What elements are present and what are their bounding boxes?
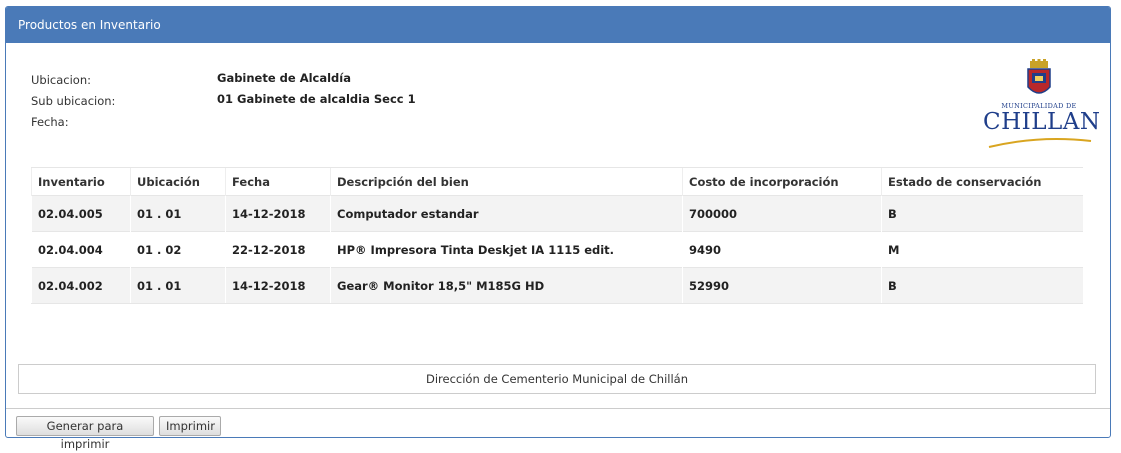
municipality-logo — [983, 59, 1101, 151]
fecha-label: Fecha: — [31, 115, 69, 129]
department-footer: Dirección de Cementerio Municipal de Chillán — [18, 364, 1096, 394]
cell-inventario: 02.04.002 — [32, 268, 131, 304]
button-bar-divider — [6, 408, 1110, 409]
cell-descripcion: Gear® Monitor 18,5" M185G HD — [331, 268, 683, 304]
col-ubicacion: Ubicación — [131, 168, 226, 196]
col-costo: Costo de incorporación — [683, 168, 882, 196]
cell-costo: 52990 — [683, 268, 882, 304]
cell-fecha: 22-12-2018 — [226, 232, 331, 268]
logo-subtitle: MUNICIPALIDAD DE — [1001, 102, 1077, 110]
cell-costo: 700000 — [683, 196, 882, 232]
fecha-row — [31, 113, 451, 134]
location-info — [31, 71, 451, 134]
sub-ubicacion-label: Sub ubicacion: — [31, 94, 116, 108]
inventory-panel — [5, 6, 1111, 451]
cell-inventario: 02.04.004 — [32, 232, 131, 268]
col-fecha: Fecha — [226, 168, 331, 196]
cell-ubicacion: 01 . 01 — [131, 268, 226, 304]
cell-descripcion: HP® Impresora Tinta Deskjet IA 1115 edit. — [331, 232, 683, 268]
table-header-row — [32, 168, 1084, 196]
cell-fecha: 14-12-2018 — [226, 196, 331, 232]
logo-swoosh-icon — [983, 137, 1095, 151]
ubicacion-value: Gabinete de Alcaldía — [217, 71, 351, 85]
cell-ubicacion: 01 . 01 — [131, 196, 226, 232]
col-estado: Estado de conservación — [882, 168, 1084, 196]
ubicacion-label: Ubicacion: — [31, 73, 91, 87]
cell-descripcion: Computador estandar — [331, 196, 683, 232]
col-descripcion: Descripción del bien — [331, 168, 683, 196]
generate-print-button[interactable]: Generar para imprimir — [16, 416, 154, 436]
coat-of-arms-icon — [983, 59, 1095, 103]
logo-title: CHILLAN — [983, 109, 1101, 135]
cell-inventario: 02.04.005 — [32, 196, 131, 232]
table-row — [32, 196, 1084, 232]
cell-estado: B — [882, 196, 1084, 232]
cell-costo: 9490 — [683, 232, 882, 268]
table-row — [32, 232, 1084, 268]
sub-ubicacion-row — [31, 92, 451, 113]
cell-estado: M — [882, 232, 1084, 268]
cell-fecha: 14-12-2018 — [226, 268, 331, 304]
cell-estado: B — [882, 268, 1084, 304]
inventory-table — [31, 167, 1083, 304]
ubicacion-row — [31, 71, 451, 92]
col-inventario: Inventario — [32, 168, 131, 196]
panel-title: Productos en Inventario — [6, 7, 1110, 43]
sub-ubicacion-value: 01 Gabinete de alcaldia Secc 1 — [217, 92, 416, 106]
print-button[interactable]: Imprimir — [159, 416, 221, 436]
table-row — [32, 268, 1084, 304]
cell-ubicacion: 01 . 02 — [131, 232, 226, 268]
